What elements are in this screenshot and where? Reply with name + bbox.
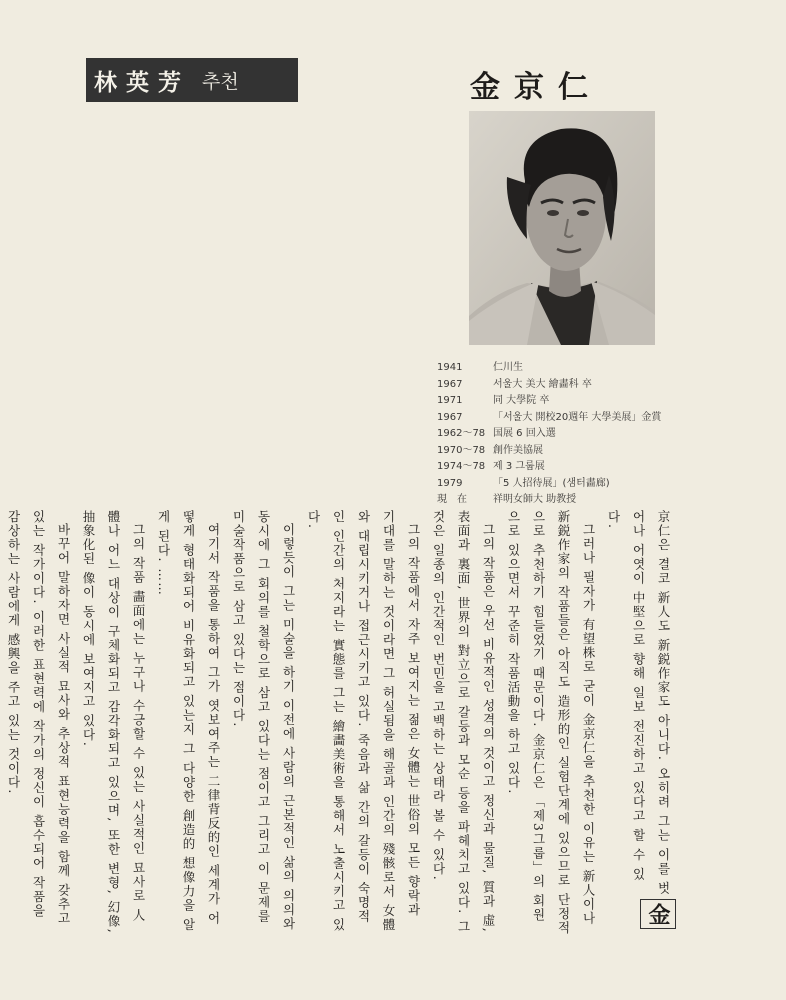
bio-entry: 仁川生 <box>493 362 523 373</box>
bio-year: 1970〜78 <box>437 444 486 456</box>
artist-portrait-photo <box>469 111 655 345</box>
bio-row <box>437 492 661 509</box>
paragraph: 여기서 작품을 통하여 그가 엿보여주는 二律背反的인 세계가 어떻게 형태화되어 비유화되고 있는지 그 다양한 創造的 想像力을 알게 된다. …… <box>156 510 221 932</box>
portrait-illustration <box>469 111 655 345</box>
paragraph: 그의 작품 畵面에는 누구나 수긍할 수 있는 사실적인 묘사로 人體나 어느 대상이 구체화되고 감각화되고 있으며, 또한 변형, 幻像, 抽象化된 像이 동시에 보여지고 있다. <box>81 510 146 935</box>
bio-year: 1979 <box>437 477 463 489</box>
paragraph <box>0 510 1 935</box>
bio-year: 1967 <box>437 411 463 423</box>
artist-name: 金京仁 <box>470 70 602 105</box>
bio-year: 現 在 <box>437 494 467 505</box>
bio-entry: 同 大學院 卒 <box>493 395 550 406</box>
paragraph: 京仁은 결코 新人도 新鋭作家도 아니다. 오히려 그는 이를 벗어나 어엿이 中堅으로 향해 일보 전진하고 있다고 할 수 있다. <box>606 510 671 896</box>
bio-row <box>437 459 661 476</box>
recommender-name: 林英芳 <box>94 68 190 96</box>
paragraph: 이렇듯이 그는 미술을 하기 이전에 사람의 근본적인 삶의 의의와 동시에 그 회의를 철학으로 삼고 있다는 점이고 그리고 이 문제를 미술작품으로 삼고 있다는 점이다. <box>231 510 296 931</box>
bio-row <box>437 377 661 394</box>
drop-cap-initial: 金 <box>640 899 676 929</box>
bio-row <box>437 360 661 377</box>
bio-entry: 제 3 그룹展 <box>493 461 545 472</box>
article-body <box>6 510 676 935</box>
bio-row <box>437 443 661 460</box>
paragraph: 그의 작품에서 자주 보여지는 젊은 女體는 世俗의 모든 향락과 기대를 말하는 것이라면 그 허실됨을 해골과 인간의 殘骸로서 女體와 대립시키거나 접근시키고 있다. 죽음과 삶 간의 갈등이 숙명적인 인간의 처지라는 實態를 그는 繪畵美術을 통해서 노출시키고 있다. <box>306 510 421 932</box>
bio-year: 1974〜78 <box>437 461 486 472</box>
bio-entry: 「서울大 開校20週年 大學美展」金賞 <box>493 411 662 423</box>
bio-entry: 「5 人招待展」(샘터畵廊) <box>493 477 610 489</box>
paragraph: 그러나 필자가 有望株로 굳이 金京仁을 추천한 이유는 新人이나 新鋭作家의 작품들은 아직도 造形的인 실험단계에 있으므로 단정적으로 추천하기 힘들었기 때문이다. 金京仁은 「제3그룹」의 회원으로 있으면서 꾸준히 작품活動을 하고 있다. <box>506 510 596 935</box>
bio-row <box>437 393 661 410</box>
bio-year: 1941 <box>437 362 463 373</box>
bio-entry: 創作美協展 <box>493 444 543 456</box>
bio-row <box>437 426 661 443</box>
biography-list <box>437 360 661 509</box>
paragraph: 바꾸어 말하자면 사실적 묘사와 추상적 표현능력을 함께 갖추고 있는 작가이다. 이러한 표현력에 작가의 정신이 흡수되어 작품을 감상하는 사람에게 感興을 주고 있는 것이다. <box>6 510 71 925</box>
paragraph: 그의 작품은 우선 비유적인 성격의 것이고 정신과 물질, 質과 虛, 表面과 裏面, 世界의 對立으로 갈등과 모순 등을 파헤치고 있다. 그것은 일종의 인간적인 번민을 고백하는 상태라 볼 수 있다. <box>431 510 496 935</box>
recommend-label: 추천 <box>202 70 239 93</box>
recommender-banner <box>86 58 298 102</box>
bio-entry: 서울大 美大 繪畵科 卒 <box>493 378 592 390</box>
bio-year: 1962〜78 <box>437 428 486 439</box>
bio-year: 1967 <box>437 378 463 390</box>
bio-year: 1971 <box>437 395 463 406</box>
bio-row <box>437 410 661 427</box>
bio-entry: 国展 6 回入選 <box>493 428 556 439</box>
bio-entry: 祥明女師大 助教授 <box>493 494 577 505</box>
bio-row <box>437 476 661 493</box>
